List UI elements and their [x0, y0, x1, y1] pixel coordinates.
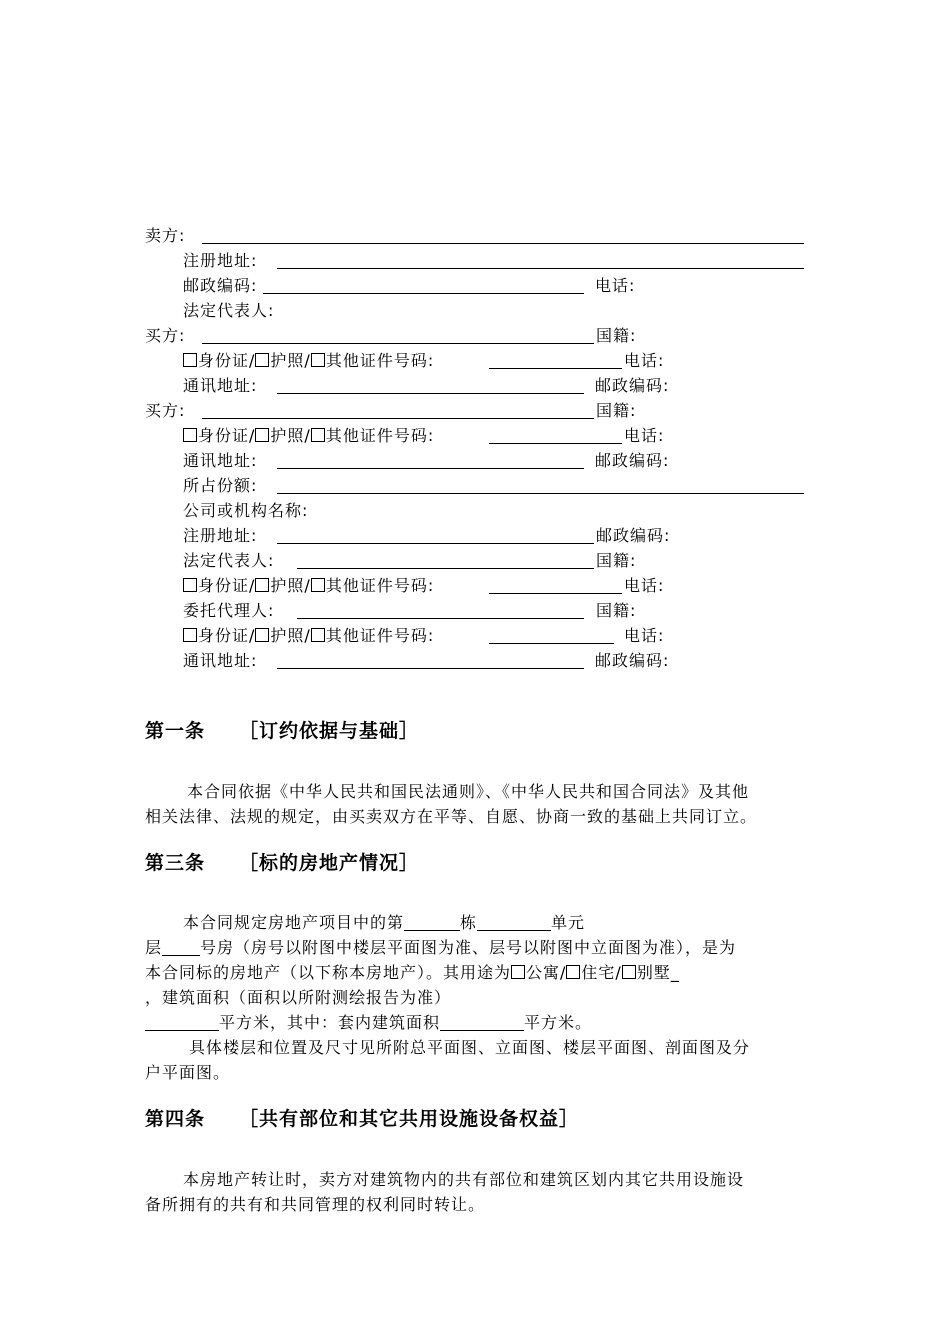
article-1-heading	[145, 719, 419, 743]
passport-label: 护照/	[270, 426, 311, 445]
buyer2-id-row	[183, 426, 434, 446]
company-legal-rep-label: 法定代表人:	[183, 551, 275, 570]
id-card-label: 身份证/	[198, 626, 256, 645]
passport-checkbox[interactable]	[255, 628, 269, 642]
unit-blank	[477, 915, 551, 931]
article-3-line-3	[145, 963, 680, 983]
buyer2-label: 买方:	[145, 401, 186, 420]
agent-id-row	[183, 626, 434, 646]
agent-nationality-label: 国籍:	[596, 601, 637, 620]
passport-label: 护照/	[270, 626, 311, 645]
company-reg-address-label: 注册地址:	[183, 526, 258, 545]
buyer2-address-line	[277, 468, 584, 469]
id-card-checkbox[interactable]	[183, 578, 197, 592]
company-id-line	[489, 593, 622, 594]
company-phone-label: 电话:	[624, 576, 665, 595]
agent-address-line	[277, 668, 584, 669]
buyer2-id-line	[489, 443, 622, 444]
buyer2-nationality-label: 国籍:	[596, 401, 637, 420]
company-legal-rep-line	[297, 568, 594, 569]
buyer1-label: 买方:	[145, 326, 186, 345]
other-id-label: 其他证件号码:	[325, 351, 435, 370]
article-3-line-7: 户平面图。	[145, 1063, 231, 1082]
other-id-checkbox[interactable]	[311, 628, 325, 642]
seller-reg-address-line	[277, 268, 804, 269]
passport-label: 护照/	[270, 351, 311, 370]
article-3-text: 层	[145, 938, 163, 957]
article-1-number: 第一条	[145, 720, 206, 742]
seller-label: 卖方:	[145, 226, 186, 245]
article-4-number: 第四条	[145, 1108, 206, 1130]
building-blank	[404, 915, 460, 931]
villa-checkbox[interactable]	[622, 965, 636, 979]
buyer1-id-row	[183, 351, 434, 371]
article-3-text: 平方米，其中：套内建筑面积	[219, 1013, 441, 1032]
other-id-label: 其他证件号码:	[325, 626, 435, 645]
apartment-label: 公寓/	[526, 963, 567, 982]
article-3-line-1	[183, 913, 585, 933]
article-4-paragraph-line-1: 本房地产转让时，卖方对建筑物内的共有部位和建筑区划内其它共用设施设	[183, 1170, 745, 1189]
other-id-label: 其他证件号码:	[325, 426, 435, 445]
buyer1-phone-label: 电话:	[624, 351, 665, 370]
company-postcode-label: 邮政编码:	[596, 526, 671, 545]
villa-label: 别墅_	[636, 963, 680, 982]
article-3-line-4: ，建筑面积（面积以所附测绘报告为准）	[145, 988, 452, 1007]
article-1-title: ［订约依据与基础］	[239, 720, 420, 742]
passport-label: 护照/	[270, 576, 311, 595]
other-id-checkbox[interactable]	[311, 578, 325, 592]
buyer1-postcode-label: 邮政编码:	[595, 376, 670, 395]
passport-checkbox[interactable]	[255, 428, 269, 442]
article-4-paragraph-line-2: 备所拥有的共有和共同管理的权利同时转让。	[145, 1195, 486, 1214]
passport-checkbox[interactable]	[255, 353, 269, 367]
id-card-checkbox[interactable]	[183, 353, 197, 367]
article-3-text: 本合同规定房地产项目中的第	[183, 913, 405, 932]
seller-name-line	[202, 243, 804, 244]
agent-address-label: 通讯地址:	[183, 651, 258, 670]
residence-label: 住宅/	[581, 963, 622, 982]
article-4-title: ［共有部位和其它共用设施设备权益］	[239, 1108, 580, 1130]
agent-line	[297, 618, 584, 619]
article-3-line-2	[145, 938, 736, 958]
agent-id-line	[489, 643, 614, 644]
article-3-text: 单元	[551, 913, 586, 932]
company-reg-address-line	[277, 543, 594, 544]
seller-postcode-line	[263, 293, 584, 294]
agent-label: 委托代理人:	[183, 601, 275, 620]
id-card-label: 身份证/	[198, 426, 256, 445]
area-blank	[145, 1015, 219, 1031]
room-blank	[162, 940, 200, 956]
article-1-paragraph-line-1: 本合同依据《中华人民共和国民法通则》、《中华人民共和国合同法》及其他	[187, 782, 750, 801]
article-3-line-6: 具体楼层和位置及尺寸见所附总平面图、立面图、楼层平面图、剖面图及分	[189, 1038, 751, 1057]
article-3-number: 第三条	[145, 852, 206, 874]
buyer2-share-line	[277, 493, 804, 494]
other-id-checkbox[interactable]	[311, 353, 325, 367]
seller-postcode-label: 邮政编码:	[183, 276, 258, 295]
article-3-heading	[145, 851, 419, 875]
buyer2-postcode-label: 邮政编码:	[595, 451, 670, 470]
article-1-paragraph-line-2: 相关法律、法规的规定，由买卖双方在平等、自愿、协商一致的基础上共同订立。	[145, 807, 758, 826]
passport-checkbox[interactable]	[255, 578, 269, 592]
apartment-checkbox[interactable]	[511, 965, 525, 979]
other-id-label: 其他证件号码:	[325, 576, 435, 595]
buyer1-id-line	[489, 368, 622, 369]
buyer1-nationality-label: 国籍:	[596, 326, 637, 345]
seller-phone-label: 电话:	[595, 276, 636, 295]
buyer1-name-line	[202, 343, 594, 344]
id-card-checkbox[interactable]	[183, 428, 197, 442]
article-3-text: 号房（房号以附图中楼层平面图为准、层号以附图中立面图为准），是为	[200, 938, 737, 957]
article-3-text: 栋	[460, 913, 478, 932]
buyer2-name-line	[202, 418, 594, 419]
residence-checkbox[interactable]	[566, 965, 580, 979]
article-3-text: 本合同标的房地产（以下称本房地产）。其用途为	[145, 963, 512, 982]
buyer1-address-label: 通讯地址:	[183, 376, 258, 395]
company-name-label: 公司或机构名称:	[183, 501, 309, 520]
seller-legal-rep-label: 法定代表人:	[183, 301, 275, 320]
company-id-row	[183, 576, 434, 596]
article-3-line-5	[145, 1013, 592, 1033]
article-3-text: 平方米。	[524, 1013, 593, 1032]
article-4-heading	[145, 1107, 579, 1131]
buyer2-address-label: 通讯地址:	[183, 451, 258, 470]
company-nationality-label: 国籍:	[596, 551, 637, 570]
article-3-title: ［标的房地产情况］	[239, 852, 420, 874]
agent-postcode-label: 邮政编码:	[595, 651, 670, 670]
agent-phone-label: 电话:	[624, 626, 665, 645]
id-card-label: 身份证/	[198, 576, 256, 595]
inner-area-blank	[440, 1015, 524, 1031]
id-card-label: 身份证/	[198, 351, 256, 370]
buyer2-share-label: 所占份额:	[183, 476, 258, 495]
other-id-checkbox[interactable]	[311, 428, 325, 442]
buyer2-phone-label: 电话:	[624, 426, 665, 445]
seller-reg-address-label: 注册地址:	[183, 251, 258, 270]
buyer1-address-line	[277, 393, 584, 394]
id-card-checkbox[interactable]	[183, 628, 197, 642]
